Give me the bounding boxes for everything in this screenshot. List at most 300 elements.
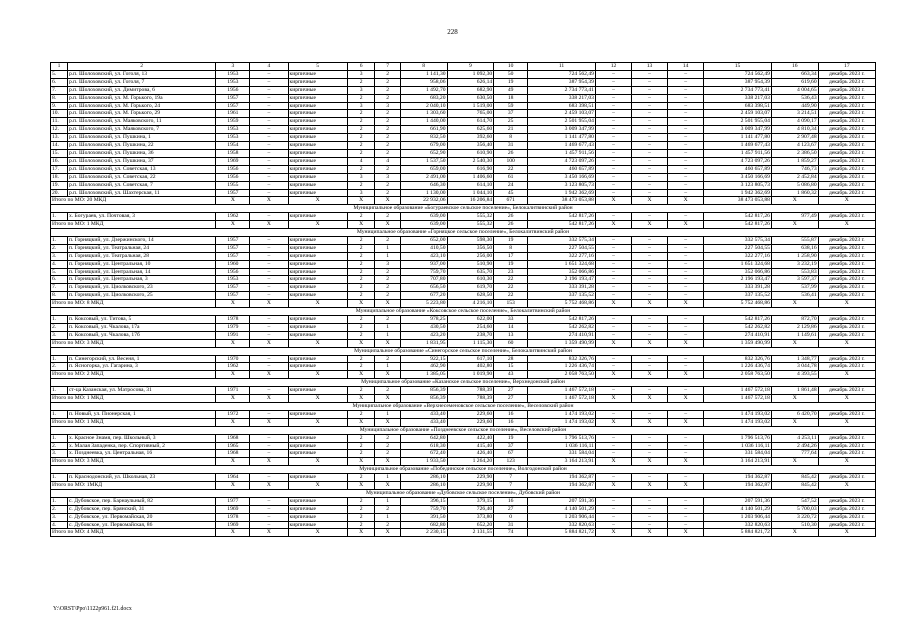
table-cell: 2: [347, 387, 375, 395]
table-cell: –: [595, 70, 631, 78]
table-cell: –: [632, 213, 668, 221]
table-cell: –: [595, 355, 631, 363]
table-cell: 2: [347, 78, 375, 86]
table-cell: –: [250, 387, 288, 395]
table-cell: 3: [375, 173, 400, 181]
table-cell: –: [250, 513, 288, 521]
table-cell: 18: [494, 94, 528, 102]
table-cell: п. Горняцкий, ул. Центральная, 3: [67, 276, 215, 284]
table-cell: 3.: [51, 513, 68, 521]
table-cell: 1970: [216, 355, 250, 363]
table-cell: –: [632, 157, 668, 165]
table-cell: 332 820,63: [528, 521, 596, 529]
total-label: Итого по МО: 1 МКД: [51, 418, 216, 426]
table-cell: 22: [494, 165, 528, 173]
table-cell: –: [250, 213, 288, 221]
table-cell: 1956: [216, 86, 250, 94]
table-cell: 61: [494, 173, 528, 181]
total-cell: 1 264,20: [447, 458, 494, 466]
table-cell: 2: [347, 118, 375, 126]
total-cell: X: [375, 221, 400, 229]
table-cell: 1.: [51, 213, 68, 221]
table-cell: 625,60: [447, 126, 494, 134]
table-cell: р.п. Шолоховский, ул. Маяковского, 7: [67, 126, 215, 134]
total-cell: X: [595, 395, 631, 403]
total-cell: X: [632, 339, 668, 347]
table-cell: 555,87: [771, 236, 818, 244]
table-cell: 2 501 955,04: [704, 118, 772, 126]
total-cell: X: [375, 339, 400, 347]
table-cell: –: [632, 94, 668, 102]
table-cell: 332 575,34: [704, 236, 772, 244]
total-cell: X: [288, 300, 347, 308]
table-cell: 49: [494, 86, 528, 94]
table-cell: 2: [375, 165, 400, 173]
total-cell: X: [375, 529, 400, 537]
column-number: 8: [400, 63, 447, 71]
table-cell: 652,00: [400, 236, 447, 244]
total-cell: X: [250, 300, 288, 308]
total-row: [51, 221, 876, 229]
table-cell: –: [595, 134, 631, 142]
table-cell: –: [668, 276, 704, 284]
table-cell: 542 817,26: [704, 316, 772, 324]
table-row: [51, 521, 876, 529]
total-cell: 2 230,15: [400, 529, 447, 537]
table-cell: р.п. Шолоховский, ул. Димитрова, 6: [67, 86, 215, 94]
table-cell: 3 044,78: [771, 363, 818, 371]
table-cell: –: [668, 213, 704, 221]
table-cell: 610,90: [447, 149, 494, 157]
table-cell: 387 954,39: [704, 78, 772, 86]
table-cell: 1 149,61: [771, 331, 818, 339]
table-cell: 14.: [51, 142, 68, 150]
municipality-title: Муниципальное образование «Верхнесеменовское сельское поселение», Веселовский район: [51, 402, 876, 410]
table-cell: х. Позднеевка, ул. Центральная, 16: [67, 450, 215, 458]
table-cell: 1: [375, 474, 400, 482]
table-cell: 4 090,17: [771, 118, 818, 126]
total-cell: 5 223,80: [400, 300, 447, 308]
municipality-title: Муниципальное образование «Позднеевское сельское поселение», Веселовский район: [51, 426, 876, 434]
table-cell: 1: [375, 331, 400, 339]
table-cell: 2: [347, 410, 375, 418]
table-cell: 2: [347, 355, 375, 363]
table-cell: –: [250, 450, 288, 458]
table-cell: –: [668, 260, 704, 268]
total-cell: 3 164 213,91: [704, 458, 772, 466]
table-cell: 2: [375, 142, 400, 150]
table-cell: 1 519,00: [447, 102, 494, 110]
table-cell: –: [668, 410, 704, 418]
table-cell: 4: [375, 157, 400, 165]
total-row: [51, 395, 876, 403]
table-cell: 7: [494, 474, 528, 482]
table-cell: –: [250, 260, 288, 268]
table-cell: 59: [494, 102, 528, 110]
table-cell: –: [632, 236, 668, 244]
table-cell: х. Красное Знамя, пер. Школьный, 3: [67, 434, 215, 442]
table-cell: –: [250, 110, 288, 118]
total-cell: X: [632, 418, 668, 426]
total-cell: X: [595, 418, 631, 426]
table-cell: –: [595, 323, 631, 331]
table-cell: –: [668, 78, 704, 86]
table-row: [51, 165, 876, 173]
table-cell: –: [250, 78, 288, 86]
table-cell: 3: [375, 260, 400, 268]
table-cell: –: [595, 284, 631, 292]
table-row: [51, 434, 876, 442]
total-cell: X: [632, 395, 668, 403]
table-cell: декабрь 2023 г.: [818, 126, 875, 134]
table-cell: 707,80: [400, 276, 447, 284]
table-cell: 1 440,00: [400, 118, 447, 126]
table-cell: 4 723 097,26: [528, 157, 596, 165]
total-cell: X: [250, 482, 288, 490]
table-cell: 856,39: [400, 387, 447, 395]
total-cell: X: [668, 339, 704, 347]
table-cell: –: [632, 252, 668, 260]
total-cell: X: [771, 197, 818, 205]
table-cell: 1 226 436,74: [704, 363, 772, 371]
total-cell: 16 206,84: [447, 197, 494, 205]
table-cell: 2: [347, 331, 375, 339]
total-cell: X: [250, 529, 288, 537]
table-cell: 2.: [51, 323, 68, 331]
table-row: [51, 410, 876, 418]
total-cell: 229,60: [447, 418, 494, 426]
table-cell: 1 203 906,44: [528, 513, 596, 521]
table-cell: 274 410,91: [528, 331, 596, 339]
table-cell: 677,20: [400, 292, 447, 300]
municipality-title: Муниципальное образование «Богураевское сельское поселение», Белокалитвинский район: [51, 205, 876, 213]
table-row: [51, 181, 876, 189]
table-cell: 3 220,72: [771, 513, 818, 521]
table-cell: –: [668, 521, 704, 529]
table-cell: 8: [494, 134, 528, 142]
table-cell: 423,20: [400, 331, 447, 339]
table-cell: 12.: [51, 126, 68, 134]
table-cell: декабрь 2023 г.: [818, 134, 875, 142]
total-label: Итого по МО: 3 МКД: [51, 458, 216, 466]
table-cell: 2: [347, 134, 375, 142]
total-cell: 5 752 468,86: [528, 300, 596, 308]
table-cell: 536,43: [771, 94, 818, 102]
table-cell: –: [668, 268, 704, 276]
table-cell: 1.: [51, 474, 68, 482]
table-cell: с. Дубовское, пер. Брянский, 31: [67, 505, 215, 513]
table-cell: 2 196 193,47: [704, 276, 772, 284]
table-cell: –: [632, 434, 668, 442]
table-cell: 1 467 572,18: [704, 387, 772, 395]
table-cell: 726,40: [447, 505, 494, 513]
table-cell: р.п. Шолоховский, ул. М. Горького, 19а: [67, 94, 215, 102]
table-cell: 1957: [216, 94, 250, 102]
column-number: 5: [288, 63, 347, 71]
table-row: [51, 513, 876, 521]
table-cell: п. Горняцкий, ул. Центральная, 10: [67, 260, 215, 268]
table-cell: 6.: [51, 78, 68, 86]
table-cell: с. Дубовское, ул. Первомайская, 20: [67, 513, 215, 521]
table-cell: х. Малая Западенка, пер. Спортивный, 2: [67, 442, 215, 450]
table-row: [51, 126, 876, 134]
table-cell: –: [595, 363, 631, 371]
table-cell: 26: [494, 149, 528, 157]
table-cell: 4.: [51, 521, 68, 529]
table-cell: –: [632, 316, 668, 324]
table-cell: 978,25: [400, 316, 447, 324]
table-cell: 1 036 116,11: [704, 442, 772, 450]
total-cell: X: [632, 197, 668, 205]
table-cell: кирпичные: [288, 157, 347, 165]
table-cell: –: [668, 284, 704, 292]
table-cell: п. Синегорский, ул. Весеня, 1: [67, 355, 215, 363]
table-cell: 2: [375, 189, 400, 197]
table-cell: 639,00: [400, 213, 447, 221]
table-cell: 2: [375, 78, 400, 86]
table-cell: –: [250, 268, 288, 276]
total-cell: 194 362,87: [528, 482, 596, 490]
table-cell: 1 860,32: [771, 189, 818, 197]
table-cell: 274 410,91: [704, 331, 772, 339]
total-cell: 286,10: [400, 482, 447, 490]
table-cell: 391,50: [400, 513, 447, 521]
table-cell: декабрь 2023 г.: [818, 118, 875, 126]
table-cell: 2: [347, 450, 375, 458]
table-cell: декабрь 2023 г.: [818, 513, 875, 521]
column-number: 7: [375, 63, 400, 71]
table-cell: –: [250, 126, 288, 134]
table-cell: –: [595, 94, 631, 102]
document-path: Y:\ORST\Ppo\1122p961.f21.docx: [53, 606, 132, 612]
table-cell: декабрь 2023 г.: [818, 355, 875, 363]
table-cell: 1 406,60: [447, 173, 494, 181]
table-cell: 26: [494, 213, 528, 221]
table-cell: декабрь 2023 г.: [818, 316, 875, 324]
table-cell: 16: [494, 410, 528, 418]
table-cell: р.п. Шолоховский, ул. Пушкина, 36: [67, 149, 215, 157]
municipality-row: [51, 489, 876, 497]
table-cell: п. Горняцкий, ул. Циолковского, 23: [67, 284, 215, 292]
table-cell: 4 723 097,26: [704, 157, 772, 165]
table-cell: 788,39: [447, 387, 494, 395]
table-cell: 2: [375, 505, 400, 513]
table-cell: 1959: [216, 118, 250, 126]
total-cell: X: [818, 339, 875, 347]
table-cell: 50: [494, 70, 528, 78]
table-cell: 387 954,39: [528, 78, 596, 86]
table-cell: 392,60: [447, 134, 494, 142]
table-cell: 2 040,10: [400, 102, 447, 110]
table-cell: –: [632, 134, 668, 142]
table-cell: 337 135,52: [704, 292, 772, 300]
table-cell: декабрь 2023 г.: [818, 94, 875, 102]
table-cell: 2 501 955,04: [528, 118, 596, 126]
table-cell: декабрь 2023 г.: [818, 78, 875, 86]
table-cell: кирпичные: [288, 355, 347, 363]
total-cell: X: [632, 371, 668, 379]
table-cell: –: [632, 110, 668, 118]
total-cell: X: [288, 221, 347, 229]
table-cell: 2: [375, 450, 400, 458]
table-cell: кирпичные: [288, 102, 347, 110]
total-cell: X: [288, 339, 347, 347]
table-cell: 616,90: [447, 165, 494, 173]
total-cell: X: [216, 371, 250, 379]
table-cell: 7.: [51, 284, 68, 292]
total-label: Итого по МО: 1МКД: [51, 482, 216, 490]
table-cell: кирпичные: [288, 497, 347, 505]
table-row: [51, 134, 876, 142]
table-cell: кирпичные: [288, 70, 347, 78]
table-cell: 33: [494, 316, 528, 324]
table-cell: кирпичные: [288, 173, 347, 181]
table-cell: кирпичные: [288, 292, 347, 300]
table-cell: 1 457 911,56: [528, 149, 596, 157]
column-number: 3: [216, 63, 250, 71]
table-cell: –: [250, 236, 288, 244]
total-cell: X: [595, 371, 631, 379]
table-cell: 1 651 324,68: [704, 260, 772, 268]
table-cell: –: [668, 110, 704, 118]
table-cell: 3 214,51: [771, 110, 818, 118]
table-cell: 1957: [216, 244, 250, 252]
table-cell: 1 348,77: [771, 355, 818, 363]
total-row: [51, 529, 876, 537]
table-cell: 2: [375, 126, 400, 134]
table-cell: –: [250, 70, 288, 78]
table-cell: –: [668, 236, 704, 244]
table-cell: 2: [347, 142, 375, 150]
table-cell: декабрь 2023 г.: [818, 157, 875, 165]
table-cell: 286,10: [400, 474, 447, 482]
table-cell: декабрь 2023 г.: [818, 181, 875, 189]
table-cell: 1 942 362,69: [704, 189, 772, 197]
table-cell: декабрь 2023 г.: [818, 474, 875, 482]
table-row: [51, 102, 876, 110]
table-cell: –: [632, 149, 668, 157]
total-cell: 2 131,55: [447, 529, 494, 537]
table-cell: 2: [347, 94, 375, 102]
table-cell: 937,00: [400, 260, 447, 268]
table-cell: 536,41: [771, 292, 818, 300]
table-cell: 2: [347, 474, 375, 482]
total-cell: X: [668, 300, 704, 308]
table-cell: декабрь 2023 г.: [818, 244, 875, 252]
total-cell: 433,40: [400, 418, 447, 426]
total-cell: X: [250, 197, 288, 205]
table-cell: 254,60: [447, 323, 494, 331]
table-row: [51, 236, 876, 244]
table-cell: 1: [375, 497, 400, 505]
table-cell: п. Ясногорка, ул. Гагарина, 3: [67, 363, 215, 371]
table-cell: –: [632, 387, 668, 395]
table-cell: –: [250, 497, 288, 505]
table-cell: 1969: [216, 521, 250, 529]
municipality-title: Муниципальное образование «Синегорское сельское поселение», Белокалитвинский район: [51, 347, 876, 355]
table-cell: –: [632, 244, 668, 252]
table-cell: 2: [375, 355, 400, 363]
total-cell: X: [595, 482, 631, 490]
table-cell: кирпичные: [288, 181, 347, 189]
table-cell: 16: [494, 497, 528, 505]
table-cell: 1957: [216, 284, 250, 292]
table-cell: 1958: [216, 149, 250, 157]
municipality-row: [51, 347, 876, 355]
table-cell: 31: [494, 142, 528, 150]
table-cell: 322 277,16: [704, 252, 772, 260]
table-cell: 100: [494, 157, 528, 165]
table-cell: декабрь 2023 г.: [818, 213, 875, 221]
total-cell: X: [250, 339, 288, 347]
column-number-row: [51, 63, 876, 71]
table-cell: кирпичные: [288, 450, 347, 458]
table-cell: кирпичные: [288, 410, 347, 418]
table-cell: –: [668, 118, 704, 126]
table-cell: 4 253,11: [771, 434, 818, 442]
table-cell: п. Горняцкий, ул. Циолковского, 25: [67, 292, 215, 300]
table-cell: п. Горняцкий, ул. Театральная, 28: [67, 252, 215, 260]
table-cell: 3 009 347,99: [528, 126, 596, 134]
total-cell: 74: [494, 529, 528, 537]
table-cell: –: [668, 252, 704, 260]
table-cell: декабрь 2023 г.: [818, 363, 875, 371]
table-cell: 2: [347, 213, 375, 221]
table-row: [51, 292, 876, 300]
table-cell: р.п. Шолоховский, ул. Пушкина, 1: [67, 134, 215, 142]
table-cell: кирпичные: [288, 126, 347, 134]
table-cell: 1953: [216, 78, 250, 86]
housing-register-table: [50, 62, 876, 537]
table-cell: 845,42: [771, 474, 818, 482]
table-cell: 356,50: [447, 244, 494, 252]
table-cell: 8: [494, 244, 528, 252]
table-cell: 4 004,65: [771, 86, 818, 94]
total-cell: X: [818, 418, 875, 426]
table-cell: 1968: [216, 450, 250, 458]
table-cell: кирпичные: [288, 505, 347, 513]
table-cell: 3: [375, 102, 400, 110]
table-cell: декабрь 2023 г.: [818, 236, 875, 244]
column-number: 17: [818, 63, 875, 71]
table-cell: –: [668, 86, 704, 94]
total-cell: X: [668, 395, 704, 403]
table-cell: кирпичные: [288, 142, 347, 150]
table-cell: кирпичные: [288, 86, 347, 94]
total-cell: 5 884 821,72: [528, 529, 596, 537]
table-cell: 460 657,89: [528, 165, 596, 173]
table-cell: –: [250, 442, 288, 450]
table-cell: декабрь 2023 г.: [818, 387, 875, 395]
table-cell: 2: [347, 363, 375, 371]
table-cell: –: [632, 126, 668, 134]
table-cell: –: [632, 165, 668, 173]
total-cell: X: [818, 458, 875, 466]
table-cell: –: [250, 142, 288, 150]
table-cell: 1991: [216, 331, 250, 339]
table-cell: 338 217,03: [528, 94, 596, 102]
table-cell: 5.: [51, 268, 68, 276]
table-cell: 759,70: [400, 268, 447, 276]
table-row: [51, 316, 876, 324]
table-cell: –: [595, 252, 631, 260]
table-cell: 17: [494, 252, 528, 260]
total-cell: X: [771, 395, 818, 403]
table-cell: –: [250, 134, 288, 142]
table-cell: –: [595, 86, 631, 94]
table-cell: 1: [375, 244, 400, 252]
total-cell: X: [595, 339, 631, 347]
